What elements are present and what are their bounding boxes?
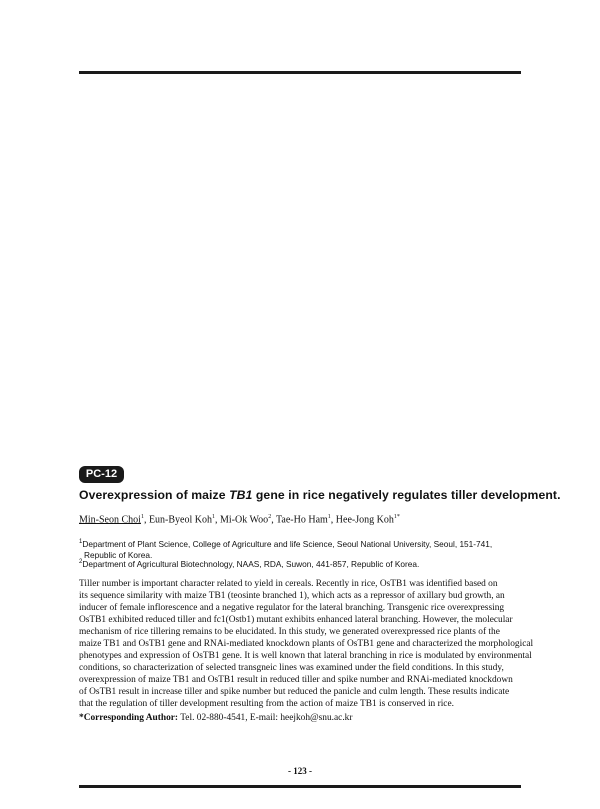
author-name: Min-Seon Choi <box>79 514 141 526</box>
author-sup: 1 <box>327 514 331 520</box>
abstract-line: maize TB1 and OsTB1 gene and RNAi-mediated knockdown plants of OsTB1 gene and characterized the morphological <box>79 639 534 649</box>
author-name: Eun-Byeol Koh <box>148 514 212 526</box>
abstract-line: overexpression of maize TB1 and OsTB1 result in reduced tiller and spike number and RNAi-mediated knockdown <box>79 675 513 685</box>
affiliation-2 <box>79 557 529 570</box>
affiliation-sup: 2 <box>79 559 83 565</box>
title-gene: TB1 <box>229 488 253 502</box>
abstract-line: phenotypes and expression of OsTB1 gene. It is well known that lateral branching in rice is modulated by environmental <box>79 651 532 661</box>
abstract-line: of OsTB1 result in increase tiller and spike number but reduced the panicle and culm length. These results indicate <box>79 687 510 697</box>
author-sup: 2 <box>268 514 272 520</box>
affiliation-sup: 1 <box>79 539 83 545</box>
author-name: Hee-Jong Koh <box>335 514 394 526</box>
author-name: Tae-Ho Ham <box>276 514 328 526</box>
abstract-line: mechanism of rice tillering remains to be elucidated. In this study, we generated overexpressed rice plants of the <box>79 627 500 637</box>
bottom-rule <box>79 785 521 788</box>
author-sup: 1* <box>393 514 400 520</box>
abstract-line: OsTB1 exhibited reduced tiller and fc1(Ostb1) mutant exhibits enhanced lateral branching. However, the molecular <box>79 615 513 625</box>
abstract-line: Tiller number is important character related to yield in cereals. Recently in rice, OsTB1 was identified based on <box>79 579 498 589</box>
abstract-line: inducer of female inflorescence and a negative regulator for the lateral branching. Transgenic rice overexpressing <box>79 603 505 613</box>
title-after: gene in rice negatively regulates tiller development. <box>252 488 561 502</box>
poster-code-badge: PC-12 <box>79 466 124 483</box>
corresponding-author <box>79 713 529 723</box>
abstract-line: that the regulation of tiller development resulting from the action of maize TB1 is conserved in rice. <box>79 699 454 709</box>
abstract-line: conditions, so characterization of selected transgneic lines was examined under the field conditions. In this study, <box>79 663 504 673</box>
corresponding-contact: Tel. 02-880-4541, E-mail: heejkoh@snu.ac.kr <box>178 713 353 723</box>
affiliation-line: Department of Agricultural Biotechnology, NAAS, RDA, Suwon, 441-857, Republic of Korea. <box>82 558 420 569</box>
abstract-line: its sequence similarity with maize TB1 (teosinte branched 1), which acts as a repressor of axillary bud growth, an <box>79 591 505 601</box>
abstract <box>79 578 534 710</box>
author-name: Mi-Ok Woo <box>220 514 269 526</box>
author-list: Min-Seon Choi$^1$, Eun-Byeol Koh$^1$, Mi-Ok Woo$^2$, Tae-Ho Ham$^1$, Hee-Jong Koh$^{1*}$ <box>79 514 400 526</box>
affiliation-line: Republic of Korea. <box>84 549 153 560</box>
title-before: Overexpression of maize <box>79 488 230 502</box>
corresponding-label: *Corresponding Author: <box>79 713 179 723</box>
affiliation-line: Department of Plant Science, College of Agriculture and life Science, Seoul National University, Seoul, 151-741, <box>82 538 493 549</box>
author-sup: 1 <box>140 514 144 520</box>
paper-title <box>79 488 561 502</box>
top-rule <box>79 71 521 74</box>
author-sup: 1 <box>212 514 215 520</box>
page-number: - 123 - <box>288 766 312 776</box>
